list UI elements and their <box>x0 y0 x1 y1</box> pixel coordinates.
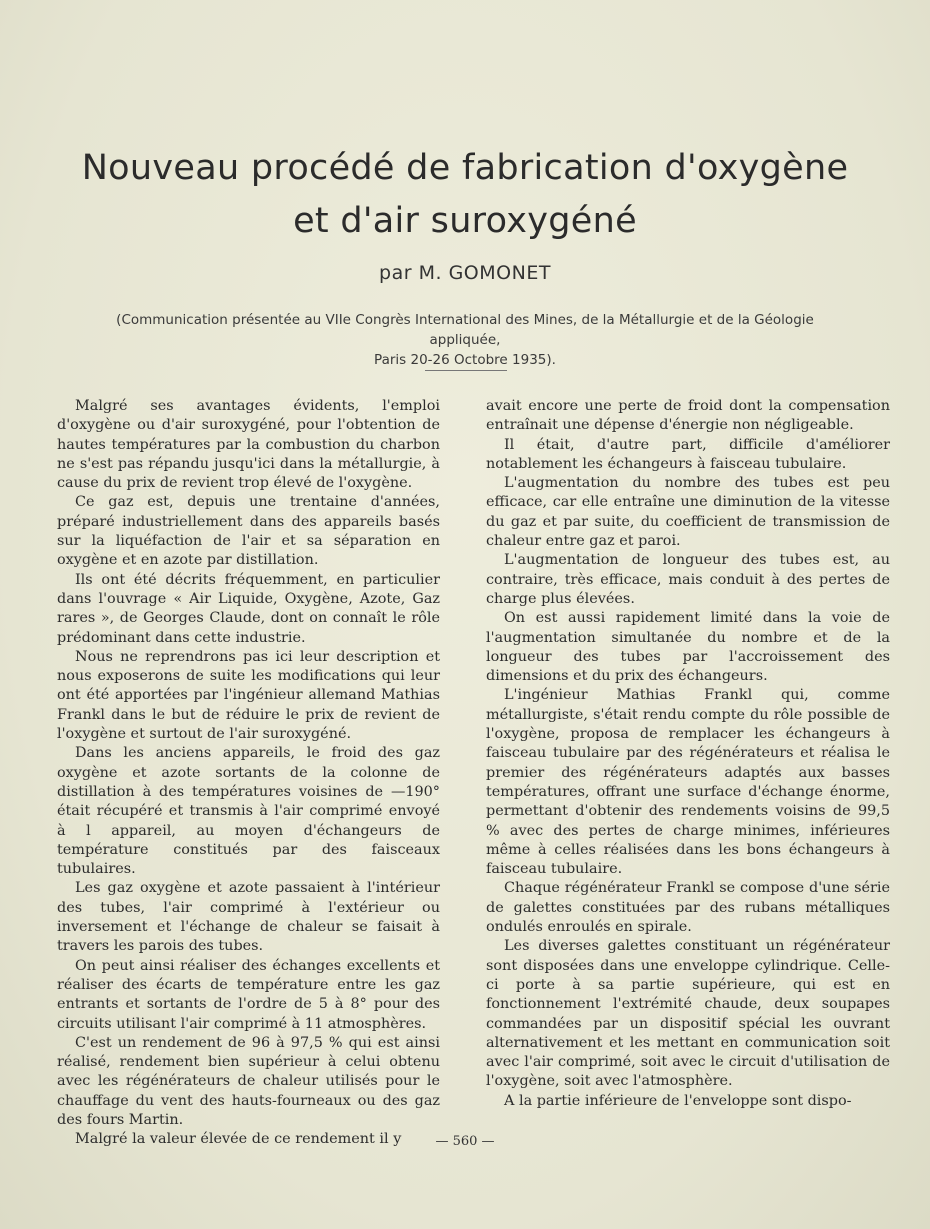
paragraph: On est aussi rapidement limité dans la voie de l'augmentation simultanée du nombre et de la longueur des tubes par l'accroissement des dimensions et du prix des échangeurs. <box>486 610 890 685</box>
paragraph: Nous ne reprendrons pas ici leur description et nous exposerons de suite les modifications qui leur ont été apportées par l'ingénieur allemand Mathias Frankl dans le but de réduire le prix de revient de l'oxygène et surtout de l'air suroxygéné. <box>57 648 440 743</box>
communication-line-2: Paris 20-26 Octobre 1935). <box>374 352 556 368</box>
title-line-2: et d'air suroxygéné <box>293 201 637 241</box>
separator-rule <box>425 370 507 371</box>
author-line: par M. GOMONET <box>379 262 551 284</box>
paragraph: Malgré ses avantages évidents, l'emploi d'oxygène ou d'air suroxygéné, pour l'obtention de hautes températures par la combustion du charbon ne s'est pas répandu jusqu'ici dans la métallurgie, à cause du prix de revient trop élevé de l'oxygène. <box>57 398 440 492</box>
paragraph: On peut ainsi réaliser des échanges excellents et réaliser des écarts de température entre les gaz entrants et sortants de l'ordre de 5 à 8° pour des circuits utilisant l'air comprimé à 11 atmosphères. <box>57 957 440 1032</box>
paragraph: L'augmentation de longueur des tubes est, au contraire, très efficace, mais conduit à des pertes de charge plus élevées. <box>486 552 890 607</box>
paragraph: C'est un rendement de 96 à 97,5 % qui est ainsi réalisé, rendement bien supérieur à celui obtenu avec les régénérateurs de chaleur utilisés pour le chauffage du vent des hauts-fourneaux ou des gaz des fours Martin. <box>57 1034 440 1128</box>
communication-line-1: (Communication présentée au VIIe Congrès International des Mines, de la Métallurgie et de la Géologie appliquée, <box>116 312 814 348</box>
paragraph: Il était, d'autre part, difficile d'améliorer notablement les échangeurs à faisceau tubulaire. <box>486 436 890 472</box>
paragraph: avait encore une perte de froid dont la compensation entraînait une dépense d'énergie non négligeable. <box>486 398 890 434</box>
article-title <box>60 142 870 248</box>
right-column <box>486 397 890 1111</box>
page-number: — 560 — <box>435 1134 495 1149</box>
paragraph: Chaque régénérateur Frankl se compose d'une série de galettes constituées par des rubans métalliques ondulés enroulés en spirale. <box>486 880 890 936</box>
left-column <box>57 397 440 1150</box>
paragraph: Dans les anciens appareils, le froid des gaz oxygène et azote sortants de la colonne de distillation à des températures voisines de —190° était récupéré et transmis à l'air comprimé envoyé à l appareil, au moyen d'échangeurs de température constitués par des faisceaux tubulaires. <box>57 745 440 878</box>
paragraph: Ce gaz est, depuis une trentaine d'années, préparé industriellement dans des appareils basés sur la liquéfaction de l'air et sa séparation en oxygène et en azote par distillation. <box>57 494 440 569</box>
paragraph: A la partie inférieure de l'enveloppe sont dispo- <box>504 1092 852 1109</box>
paragraph: L'ingénieur Mathias Frankl qui, comme métallurgiste, s'était rendu compte du rôle possible de l'oxygène, proposa de remplacer les échangeurs à faisceau tubulaire par des régénérateurs et réalisa le premier des régénérateurs adaptés aux basses températures, offrant une surface d'échange énorme, permettant d'obtenir des rendements voisins de 99,5 % avec des pertes de charge minimes, inférieures même à celles réalisées dans les bons échangeurs à faisceau tubulaire. <box>486 687 890 878</box>
communication-note <box>90 310 840 370</box>
paragraph: L'augmentation du nombre des tubes est peu efficace, car elle entraîne une diminution de la vitesse du gaz et par suite, du coefficient de transmission de chaleur entre gaz et paroi. <box>486 475 890 550</box>
title-line-1: Nouveau procédé de fabrication d'oxygène <box>81 148 849 188</box>
paragraph: Ils ont été décrits fréquemment, en particulier dans l'ouvrage « Air Liquide, Oxygène, Azote, Gaz rares », de Georges Claude, dont on connaît le rôle prédominant dans cette industrie. <box>57 571 440 646</box>
paragraph: Les diverses galettes constituant un régénérateur sont disposées dans une enveloppe cylindrique. Celle-ci porte à sa partie supérieure, qui est en fonctionnement l'extrémité chaude, deux soupapes commandées par un dispositif spécial les ouvrant alternativement et les mettant en communication soit avec l'air comprimé, soit avec le circuit d'utilisation de l'oxygène, soit avec l'atmosphère. <box>486 938 890 1090</box>
paragraph: Malgré la valeur élevée de ce rendement il y <box>75 1131 402 1148</box>
paragraph: Les gaz oxygène et azote passaient à l'intérieur des tubes, l'air comprimé à l'extérieur ou inversement et l'échange de chaleur se faisait à travers les parois des tubes. <box>57 880 440 955</box>
